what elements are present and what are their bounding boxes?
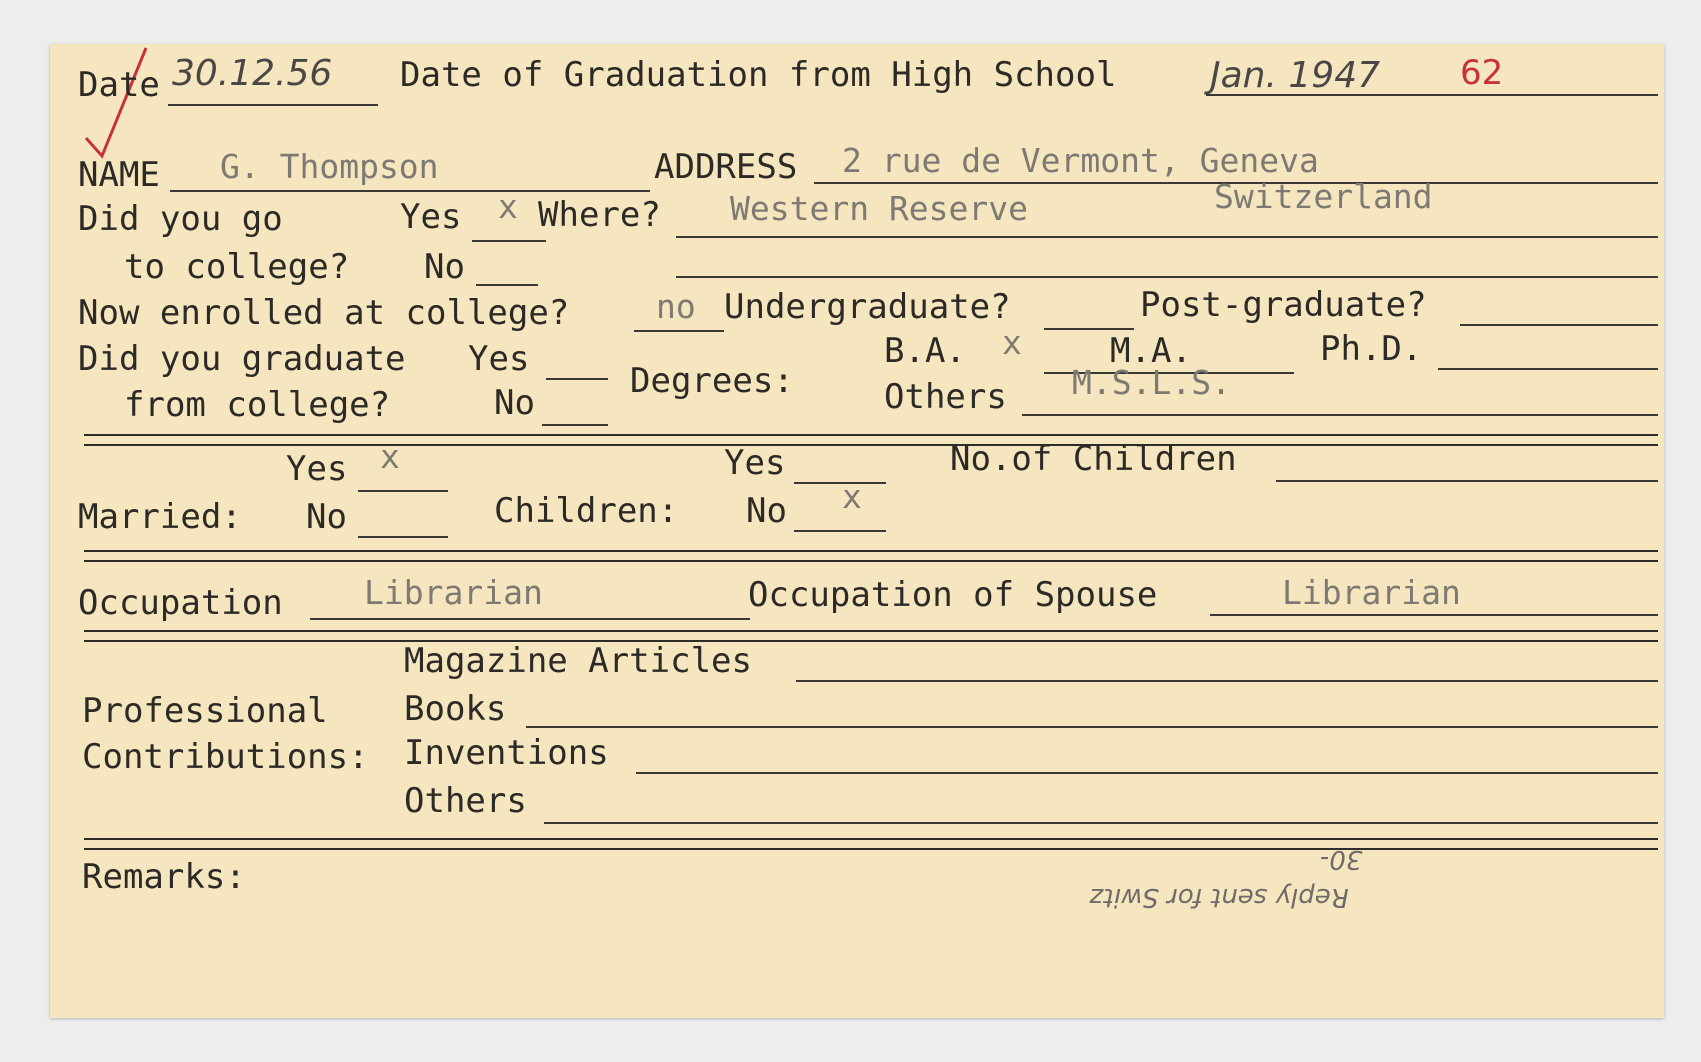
married-label: Married:	[78, 497, 242, 537]
professional-label: Professional	[82, 691, 328, 731]
others-degree-line	[1022, 414, 1658, 416]
married-yes-mark: x	[380, 437, 400, 476]
num-children-line	[1276, 480, 1658, 482]
children-no-mark: x	[842, 477, 862, 516]
married-yes-label: Yes	[286, 449, 348, 489]
graduation-value: Jan. 1947	[1210, 55, 1380, 96]
enrolled-value: no	[656, 287, 696, 326]
questionnaire-card	[50, 44, 1664, 1018]
pencil-number: 30-	[1320, 844, 1363, 874]
postgrad-label: Post-graduate?	[1140, 285, 1427, 325]
children-no-label: No	[746, 491, 787, 531]
where-label: Where?	[538, 195, 661, 235]
children-label: Children:	[494, 491, 679, 531]
graduation-label: Date of Graduation from High School	[400, 55, 1117, 95]
graduation-line	[1206, 94, 1658, 96]
name-value: G. Thompson	[220, 147, 439, 186]
children-yes-line	[794, 482, 886, 484]
divider-6	[84, 640, 1658, 642]
divider-5	[84, 630, 1658, 632]
where-value: Western Reserve	[730, 189, 1029, 228]
married-no-label: No	[306, 497, 347, 537]
address-label: ADDRESS	[654, 147, 798, 187]
married-no-line	[358, 536, 448, 538]
graduate-question-line2: from college?	[124, 385, 391, 425]
graduate-no-label: No	[494, 383, 535, 423]
divider-3	[84, 550, 1658, 552]
num-children-label: No.of Children	[950, 439, 1237, 479]
date-line	[168, 104, 378, 106]
where-line-2	[676, 276, 1658, 278]
children-no-line	[794, 530, 886, 532]
where-line	[676, 236, 1658, 238]
address-line1: 2 rue de Vermont, Geneva	[842, 141, 1319, 180]
enrolled-label: Now enrolled at college?	[78, 293, 570, 333]
name-label: NAME	[78, 155, 160, 195]
college-question-line2: to college?	[124, 247, 350, 287]
ba-label: B.A.	[884, 331, 966, 371]
ba-mark: x	[1002, 323, 1022, 362]
divider-7	[84, 838, 1658, 840]
divider-8	[84, 848, 1658, 850]
degrees-label: Degrees:	[630, 361, 794, 401]
inventions-label: Inventions	[404, 733, 609, 773]
college-yes-mark: x	[498, 187, 518, 226]
pencil-note: Reply sent for Switz	[1090, 882, 1349, 912]
contributions-label: Contributions:	[82, 737, 369, 777]
enrolled-line	[634, 330, 724, 332]
phd-label: Ph.D.	[1320, 329, 1423, 369]
undergrad-line	[1044, 328, 1134, 330]
red-note: 62	[1460, 53, 1504, 93]
magazine-label: Magazine Articles	[404, 641, 752, 681]
ma-label: M.A.	[1110, 331, 1192, 371]
books-label: Books	[404, 689, 507, 729]
postgrad-line	[1460, 324, 1658, 326]
college-yes-label: Yes	[400, 197, 462, 237]
occupation-line	[310, 618, 750, 620]
remarks-label: Remarks:	[82, 857, 246, 897]
books-line	[526, 726, 1658, 728]
date-label: Date	[78, 65, 160, 105]
graduate-yes-label: Yes	[468, 339, 530, 379]
divider-2	[84, 444, 1658, 446]
undergrad-label: Undergraduate?	[724, 287, 1011, 327]
graduate-question-line1: Did you graduate	[78, 339, 406, 379]
contributions-others-line	[544, 822, 1658, 824]
red-check-mark-icon	[80, 46, 170, 166]
children-yes-label: Yes	[724, 443, 786, 483]
inventions-line	[636, 772, 1658, 774]
phd-line	[1438, 368, 1658, 370]
college-question-line1: Did you go	[78, 199, 283, 239]
spouse-occupation-line	[1210, 614, 1658, 616]
spouse-occupation-label: Occupation of Spouse	[748, 575, 1158, 615]
college-yes-line	[472, 240, 546, 242]
graduate-no-line	[542, 424, 608, 426]
spouse-occupation-value: Librarian	[1282, 573, 1461, 612]
address-line2: Switzerland	[1214, 177, 1433, 216]
name-line	[170, 190, 650, 192]
college-no-label: No	[424, 247, 465, 287]
college-no-line	[476, 284, 538, 286]
others-degree-label: Others	[884, 377, 1007, 417]
occupation-value: Librarian	[364, 573, 543, 612]
contributions-others-label: Others	[404, 781, 527, 821]
divider-4	[84, 560, 1658, 562]
divider-1	[84, 434, 1658, 436]
occupation-label: Occupation	[78, 583, 283, 623]
others-degree-value: M.S.L.S.	[1072, 363, 1231, 402]
graduate-yes-line	[546, 378, 608, 380]
married-yes-line	[358, 490, 448, 492]
magazine-line	[796, 680, 1658, 682]
date-value: 30.12.56	[172, 53, 333, 94]
